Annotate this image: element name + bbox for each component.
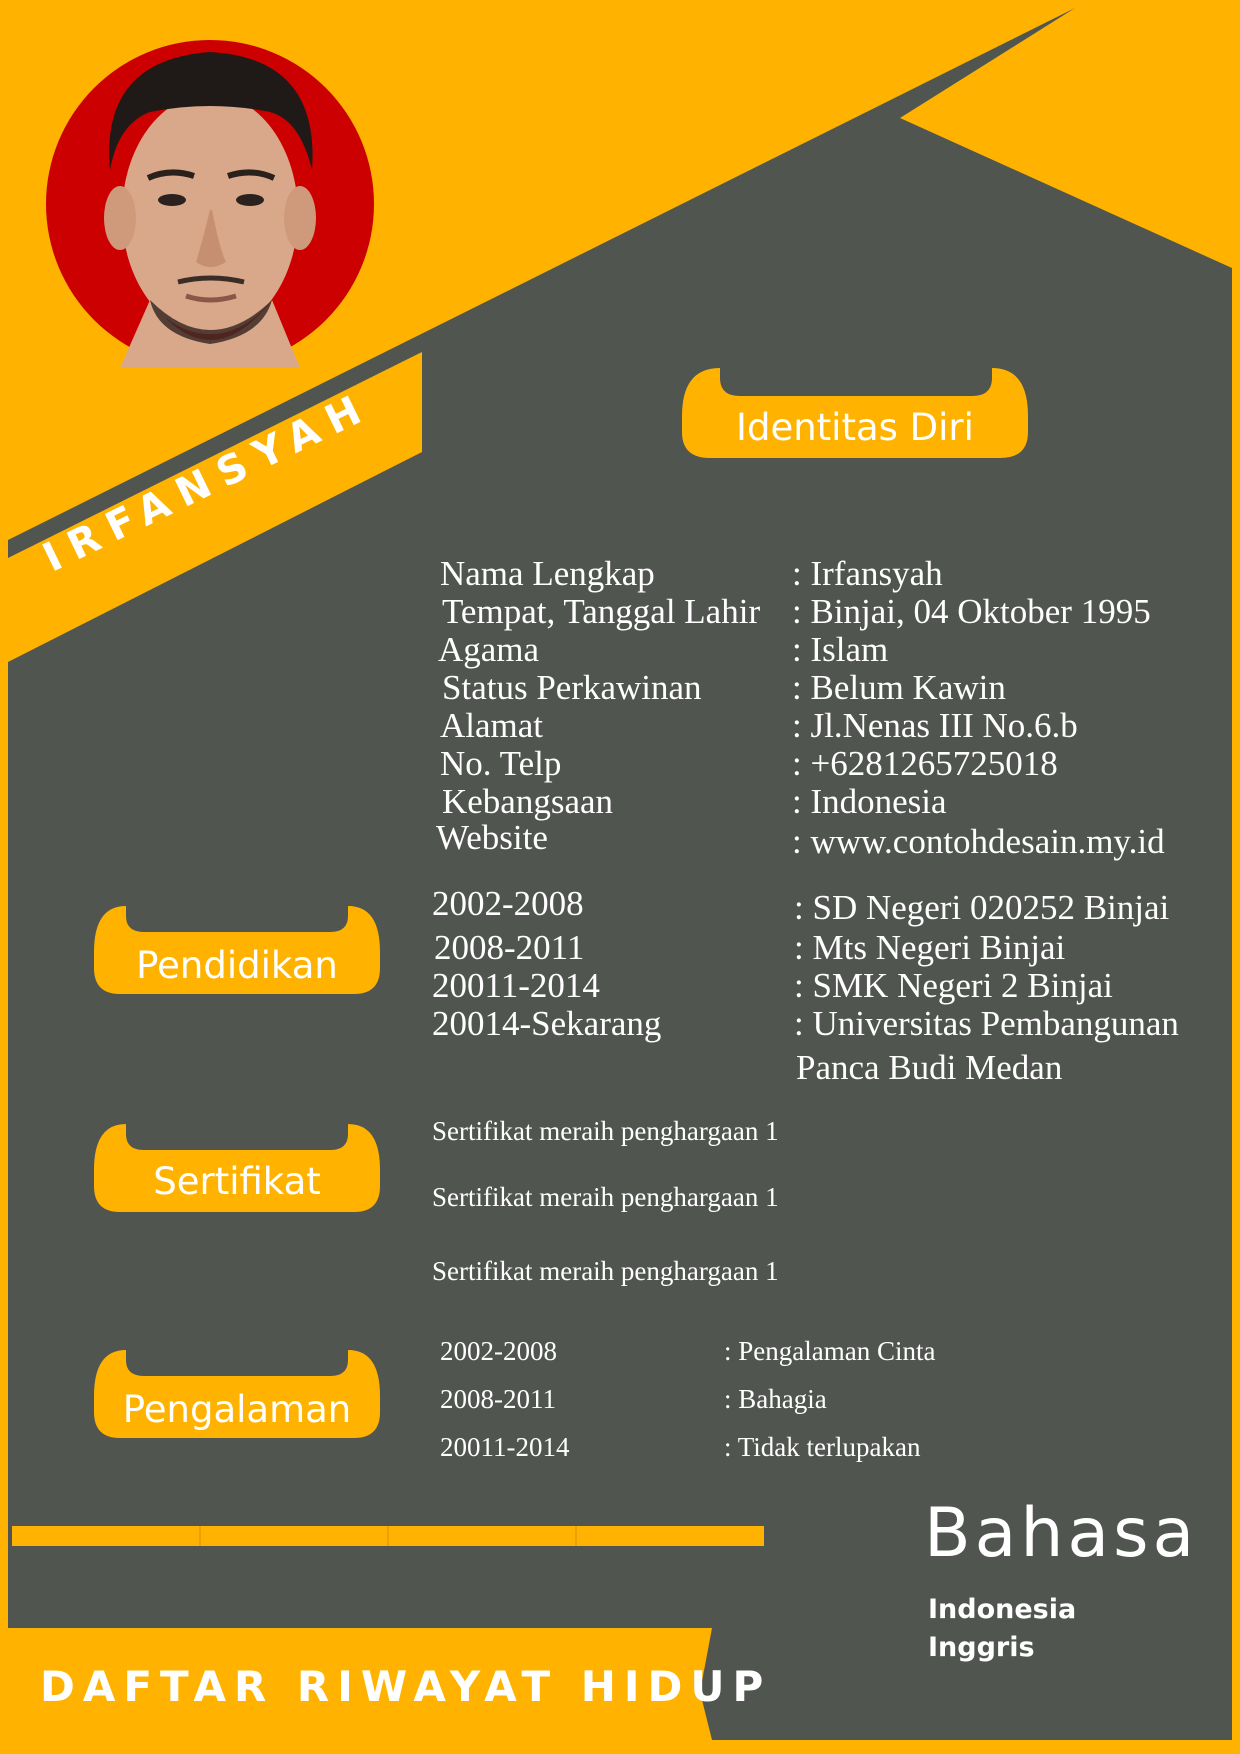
identity-value: : Islam: [792, 630, 889, 669]
certificate-title: Sertifikat: [153, 1160, 321, 1203]
identity-value: : www.contohdesain.my.id: [792, 822, 1165, 861]
experience-row: [0, 1432, 1240, 1472]
education-school: : Mts Negeri Binjai: [794, 928, 1066, 967]
education-title: Pendidikan: [136, 944, 338, 987]
identity-value: : Binjai, 04 Oktober 1995: [792, 592, 1151, 631]
identity-row: [0, 668, 1240, 708]
identity-value: : +6281265725018: [792, 744, 1058, 783]
identity-label: Tempat, Tanggal Lahir: [442, 592, 761, 631]
education-school: : Universitas Pembangunan: [794, 1004, 1179, 1043]
experience-title: Pengalaman: [122, 1388, 352, 1431]
identity-value: : Jl.Nenas III No.6.b: [792, 706, 1078, 745]
education-school: : SMK Negeri 2 Binjai: [794, 966, 1113, 1005]
experience-detail: : Bahagia: [724, 1384, 827, 1414]
identity-label: Nama Lengkap: [440, 554, 655, 593]
identity-label: Kebangsaan: [442, 782, 614, 821]
education-period: 2002-2008: [432, 884, 584, 923]
language-item: Indonesia: [928, 1594, 1077, 1625]
profile-photo: [46, 40, 374, 368]
experience-period: 20011-2014: [440, 1432, 570, 1462]
education-period: 20011-2014: [432, 966, 600, 1005]
education-period: 2008-2011: [434, 928, 585, 967]
identity-title: Identitas Diri: [736, 406, 974, 449]
education-school: : SD Negeri 020252 Binjai: [794, 888, 1170, 927]
identity-value: : Belum Kawin: [792, 668, 1006, 707]
identity-value: : Irfansyah: [792, 554, 943, 593]
certificate-item: Sertifikat meraih penghargaan 1: [432, 1256, 779, 1286]
identity-row: [0, 630, 1240, 670]
identity-row: [0, 554, 1240, 594]
experience-row: [0, 1384, 1240, 1424]
identity-row: [0, 818, 1240, 861]
language-item: Inggris: [928, 1632, 1035, 1663]
identity-label: Alamat: [440, 706, 544, 745]
education-row: [0, 884, 1240, 927]
experience-row: [0, 1336, 1240, 1376]
language-title: Bahasa: [924, 1494, 1199, 1573]
education-row: [0, 966, 1240, 1006]
identity-label: Website: [436, 818, 548, 857]
identity-row: [0, 592, 1240, 632]
identity-row: [0, 706, 1240, 746]
certificate-item: Sertifikat meraih penghargaan 1: [432, 1116, 779, 1146]
name-banner: IRFANSYAH: [36, 382, 380, 582]
experience-period: 2008-2011: [440, 1384, 556, 1414]
education-row: [0, 1004, 1240, 1044]
identity-label: Status Perkawinan: [442, 668, 702, 707]
identity-label: No. Telp: [440, 744, 562, 783]
identity-row: [0, 782, 1240, 822]
experience-detail: : Pengalaman Cinta: [724, 1336, 936, 1366]
identity-value: : Indonesia: [792, 782, 947, 821]
education-continuation: Panca Budi Medan: [796, 1048, 1063, 1087]
education-row: [0, 928, 1240, 968]
identity-label: Agama: [438, 630, 540, 669]
footer-title: DAFTAR RIWAYAT HIDUP: [40, 1662, 772, 1711]
experience-detail: : Tidak terlupakan: [724, 1432, 921, 1462]
certificate-item: Sertifikat meraih penghargaan 1: [432, 1182, 779, 1212]
education-period: 20014-Sekarang: [432, 1004, 662, 1043]
identity-row: [0, 744, 1240, 784]
experience-period: 2002-2008: [440, 1336, 557, 1366]
